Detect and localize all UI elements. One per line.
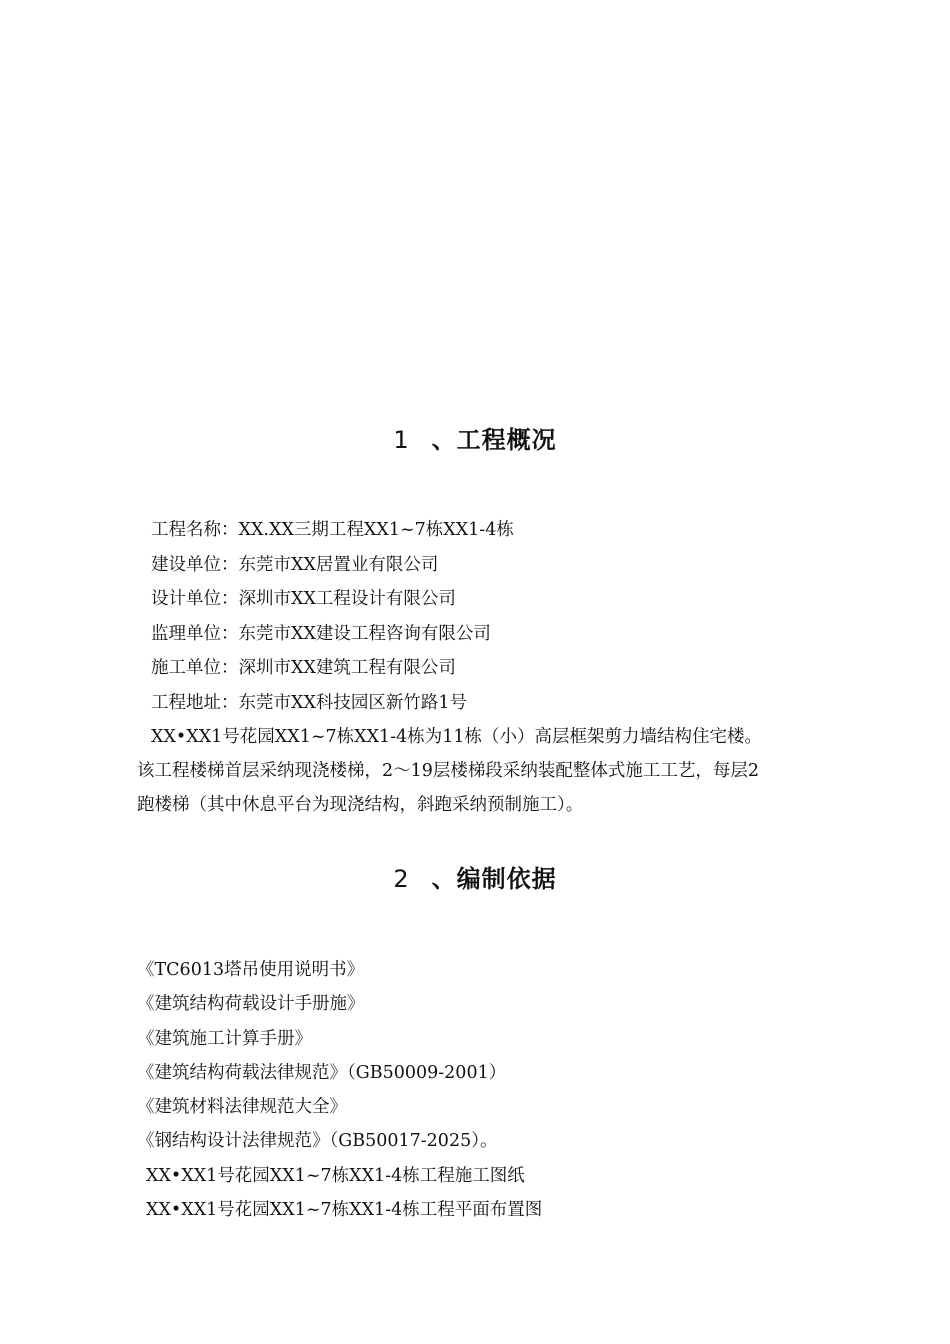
reference-item: 《建筑结构荷载法律规范》（GB50009-2001）	[137, 1062, 507, 1083]
project-description	[137, 720, 827, 822]
drawing-item: XX•XX1号花园XX1~7栋XX1-4栋工程施工图纸	[146, 1165, 525, 1186]
description-line: 该工程楼梯首层采纳现浇楼梯，2～19层楼梯段采纳装配整体式施工工艺，每层2	[137, 761, 760, 781]
section-heading-overview	[0, 425, 950, 455]
reference-item: 《建筑施工计算手册》	[137, 1028, 312, 1049]
section-title: 、编制依据	[431, 865, 557, 893]
description-line: XX•XX1号花园XX1~7栋XX1-4栋为11栋（小）高层框架剪力墙结构住宅楼。	[151, 727, 763, 747]
project-info-list	[137, 513, 827, 720]
reference-list	[137, 953, 827, 1227]
info-value: 东莞市XX科技园区新竹路1号	[238, 692, 468, 713]
info-row-address	[137, 686, 827, 721]
section-heading-basis	[0, 864, 950, 894]
info-row-developer	[137, 548, 827, 583]
reference-item: 《建筑材料法律规范大全》	[137, 1097, 347, 1118]
reference-item: 《建筑结构荷载设计手册施》	[137, 994, 365, 1015]
info-value: 深圳市XX建筑工程有限公司	[238, 658, 456, 678]
info-row-supervisor	[137, 617, 827, 652]
info-value: 东莞市XX居置业有限公司	[238, 554, 439, 575]
section-number: 2	[393, 865, 410, 893]
drawing-item: XX•XX1号花园XX1~7栋XX1-4栋工程平面布置图	[146, 1200, 543, 1221]
info-row-contractor	[137, 651, 827, 686]
info-label: 监理单位：	[151, 623, 239, 644]
info-value: XX.XX三期工程XX1~7栋XX1-4栋	[238, 520, 514, 540]
info-value: 东莞市XX建设工程咨询有限公司	[238, 623, 491, 644]
info-label: 工程地址：	[151, 692, 239, 713]
info-label: 施工单位：	[151, 658, 239, 678]
info-row-project-name	[137, 513, 827, 548]
info-label: 工程名称：	[151, 520, 239, 540]
info-label: 设计单位：	[151, 589, 239, 609]
info-label: 建设单位：	[151, 554, 239, 575]
section-title: 、工程概况	[431, 426, 557, 454]
section-number: 1	[393, 426, 410, 454]
reference-item: 《钢结构设计法律规范》（GB50017-2025）。	[137, 1131, 498, 1152]
info-row-designer	[137, 582, 827, 617]
description-line: 跑楼梯（其中休息平台为现浇结构，斜跑采纳预制施工）。	[137, 795, 584, 815]
reference-item: 《TC6013塔吊使用说明书》	[137, 960, 365, 980]
info-value: 深圳市XX工程设计有限公司	[238, 589, 456, 609]
